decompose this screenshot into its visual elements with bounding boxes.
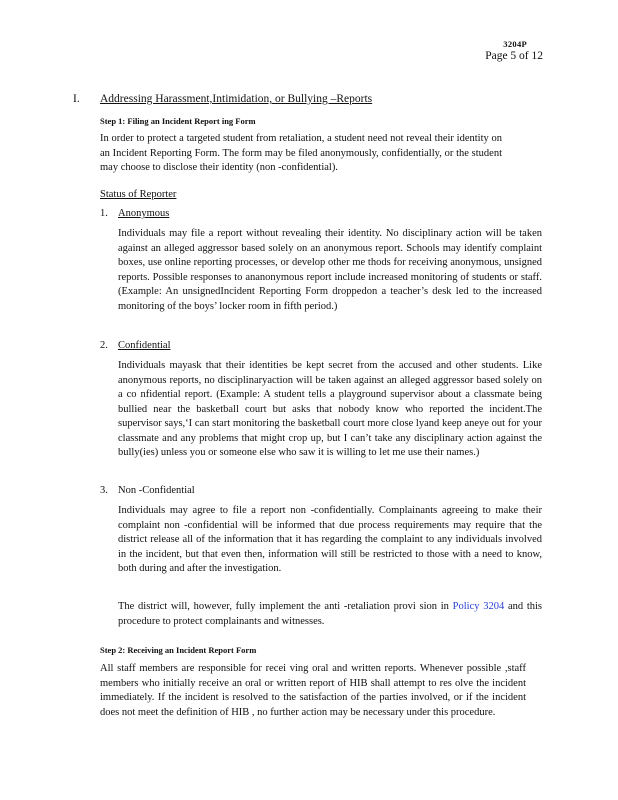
retaliation-text: The district will, however, fully implement the anti -retaliation provi sion in — [118, 601, 449, 612]
anonymous-paragraph: Individuals may file a report without revealing their identity. No disciplinary action will be taken against an alleged aggressor based solely on an anonymous report. Schools may identify complaint boxes, use online reporting processes, or develop other me thods for receiving anonymous, unsigned reports. Possible responses to ananonymous report include increased monitoring of students or staff.(Example: An unsignedIncident Reporting Form droppedon a teacher’s desk led to the increased monitoring of the boys’ locker room in fifth period.) — [118, 228, 542, 312]
page-number: Page 5 of 12 — [485, 50, 543, 62]
step-1-paragraph: In order to protect a targeted student from retaliation, a student need not reveal their identity on an Incident Reporting Form. The form may be filed anonymously, confidentially, or the student may choose to disclose their identity (non -confidential). — [100, 133, 502, 173]
step-2-paragraph: All staff members are responsible for recei ving oral and written reports. Whenever possible ,staff members who initially receive an oral or written report of HIB shall attempt to res olve the incident immediately. If the incident is resolved to the satisfaction of the parties involved, or if the incident does not meet the definition of HIB , no further action may be necessary under this procedure. — [100, 663, 526, 718]
section-number: I. — [73, 93, 80, 105]
list-number: 3. — [100, 485, 108, 496]
policy-code: 3204P — [503, 39, 527, 49]
section-title: Addressing Harassment,Intimidation, or Bullying –Reports — [100, 93, 373, 105]
non-confidential-paragraph: Individuals may agree to file a report non -confidentially. Complainants agreeing to make their complaint non -confidential will be informed that due process requirements may require that the district release all of the information that it has regarding the complaint to any individuals involved in the incident, but that even then, information will still be restricted to those with a need to know, both during and after the investigation. — [118, 505, 542, 574]
non-confidential-heading: Non -Confidential — [118, 485, 195, 496]
list-number: 2. — [100, 340, 108, 351]
confidential-heading: Confidential — [118, 340, 171, 351]
anonymous-heading: Anonymous — [118, 208, 170, 219]
step-1-heading: Step 1: Filing an Incident Report ing Form — [100, 116, 256, 126]
status-of-reporter-heading: Status of Reporter — [100, 189, 177, 200]
policy-3204-link[interactable]: Policy 3204 — [452, 601, 505, 612]
confidential-paragraph: Individuals mayask that their identities be kept secret from the accused and other students. Like anonymous reports, no disciplinaryaction will be taken against an alleged aggressor based solely on a co nfidential report. (Example: A student tells a playground supervisor about a classmate being bullied near the basketball court but asks that nobody know who reported the incident.The supervisor says,‘I can start monitoring the basketball court more close lyand keep aneye out for your classmate and any problems that might crop up, but I can’t take any disciplinary action against the bully(ies) unless you or someone else who saw it is willing to let me use their names.) — [118, 360, 542, 458]
step-2-heading: Step 2: Receiving an Incident Report Form — [100, 645, 257, 655]
list-number: 1. — [100, 208, 108, 219]
retaliation-paragraph — [118, 600, 542, 629]
retaliation-text-end: and this procedure to protect complainants and witnesses. — [118, 601, 543, 627]
